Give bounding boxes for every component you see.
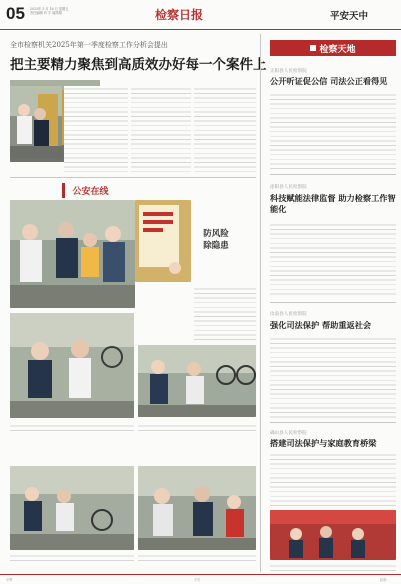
procuratorate-banner-label: 检察天地 [319, 44, 356, 55]
photo-procuratorate-event [270, 510, 396, 560]
story-divider-1 [270, 174, 396, 175]
story-1-body [270, 92, 396, 170]
story-divider-3 [270, 422, 396, 423]
procuratorate-banner [270, 40, 396, 56]
story-4-body [270, 452, 396, 508]
public-security-banner-label: 公安在线 [72, 187, 109, 197]
main-kicker: 全市检察机关2025年第一季度检察工作分析会提出 [10, 41, 168, 49]
photo-police-street [10, 200, 135, 308]
caption-procuratorate-event [270, 563, 396, 571]
section-title: 平安天中 [330, 11, 369, 22]
anti-fraud-line-2: 除隐患 [203, 241, 229, 251]
anti-fraud-line-1: 防风险 [203, 229, 229, 239]
footer-mid: 平安 [194, 578, 201, 582]
page-number: 05 [6, 4, 25, 23]
story-4-kicker: 确山县人民检察院 [270, 431, 307, 436]
story-2-kicker: 泌阳县人民检察院 [270, 185, 307, 190]
caption-police-bicycle [138, 423, 256, 433]
footer-left: 平舆 [6, 578, 13, 582]
story-3-kicker: 汝南县人民检察院 [270, 312, 307, 317]
main-body-text-col4 [194, 86, 256, 176]
main-body-text-col2 [64, 86, 128, 176]
newspaper-brand: 检察日报 [155, 8, 204, 22]
section-divider-1 [10, 177, 256, 178]
story-3-title: 强化司法保护 帮助重返社会 [270, 320, 372, 330]
caption-community-patrol [10, 423, 134, 433]
main-headline: 把主要精力聚焦到高质效办好每一个案件上 [10, 57, 267, 73]
photo-police-bicycle [138, 345, 256, 417]
story-4-title: 搭建司法保护与家庭教育桥梁 [270, 438, 377, 448]
caption-elder-consultation [138, 553, 256, 563]
footer-rule [0, 574, 401, 575]
photo-officer-check [10, 86, 62, 158]
footer-right: 检察 [380, 578, 387, 582]
story-2-title: 科技赋能法律监督 助力检察工作智能化 [270, 193, 396, 214]
issue-meta [30, 7, 85, 15]
story-3-body [270, 336, 396, 418]
caption-officers-motorbike [10, 553, 134, 563]
story-1-title: 公开听证促公信 司法公正看得见 [270, 76, 388, 86]
issue-date: 2025年 5 月 16 日 星期五 [30, 7, 69, 11]
story-divider-2 [270, 302, 396, 303]
photo-anti-fraud-poster [135, 200, 191, 282]
main-body-text-col3 [131, 86, 191, 176]
banner-square-icon [310, 45, 316, 51]
public-security-banner [62, 183, 116, 198]
anti-fraud-caption-text [194, 286, 256, 342]
issue-editors: 责任编辑 肖 宇 周鸿翔 [30, 11, 62, 16]
anti-fraud-slogan [194, 228, 238, 252]
photo-elder-consultation [138, 466, 256, 550]
photo-community-patrol [10, 313, 134, 418]
story-1-kicker: 正阳县人民检察院 [270, 69, 307, 74]
column-divider [260, 34, 261, 572]
photo-officers-motorbike [10, 466, 134, 550]
story-2-body [270, 222, 396, 298]
